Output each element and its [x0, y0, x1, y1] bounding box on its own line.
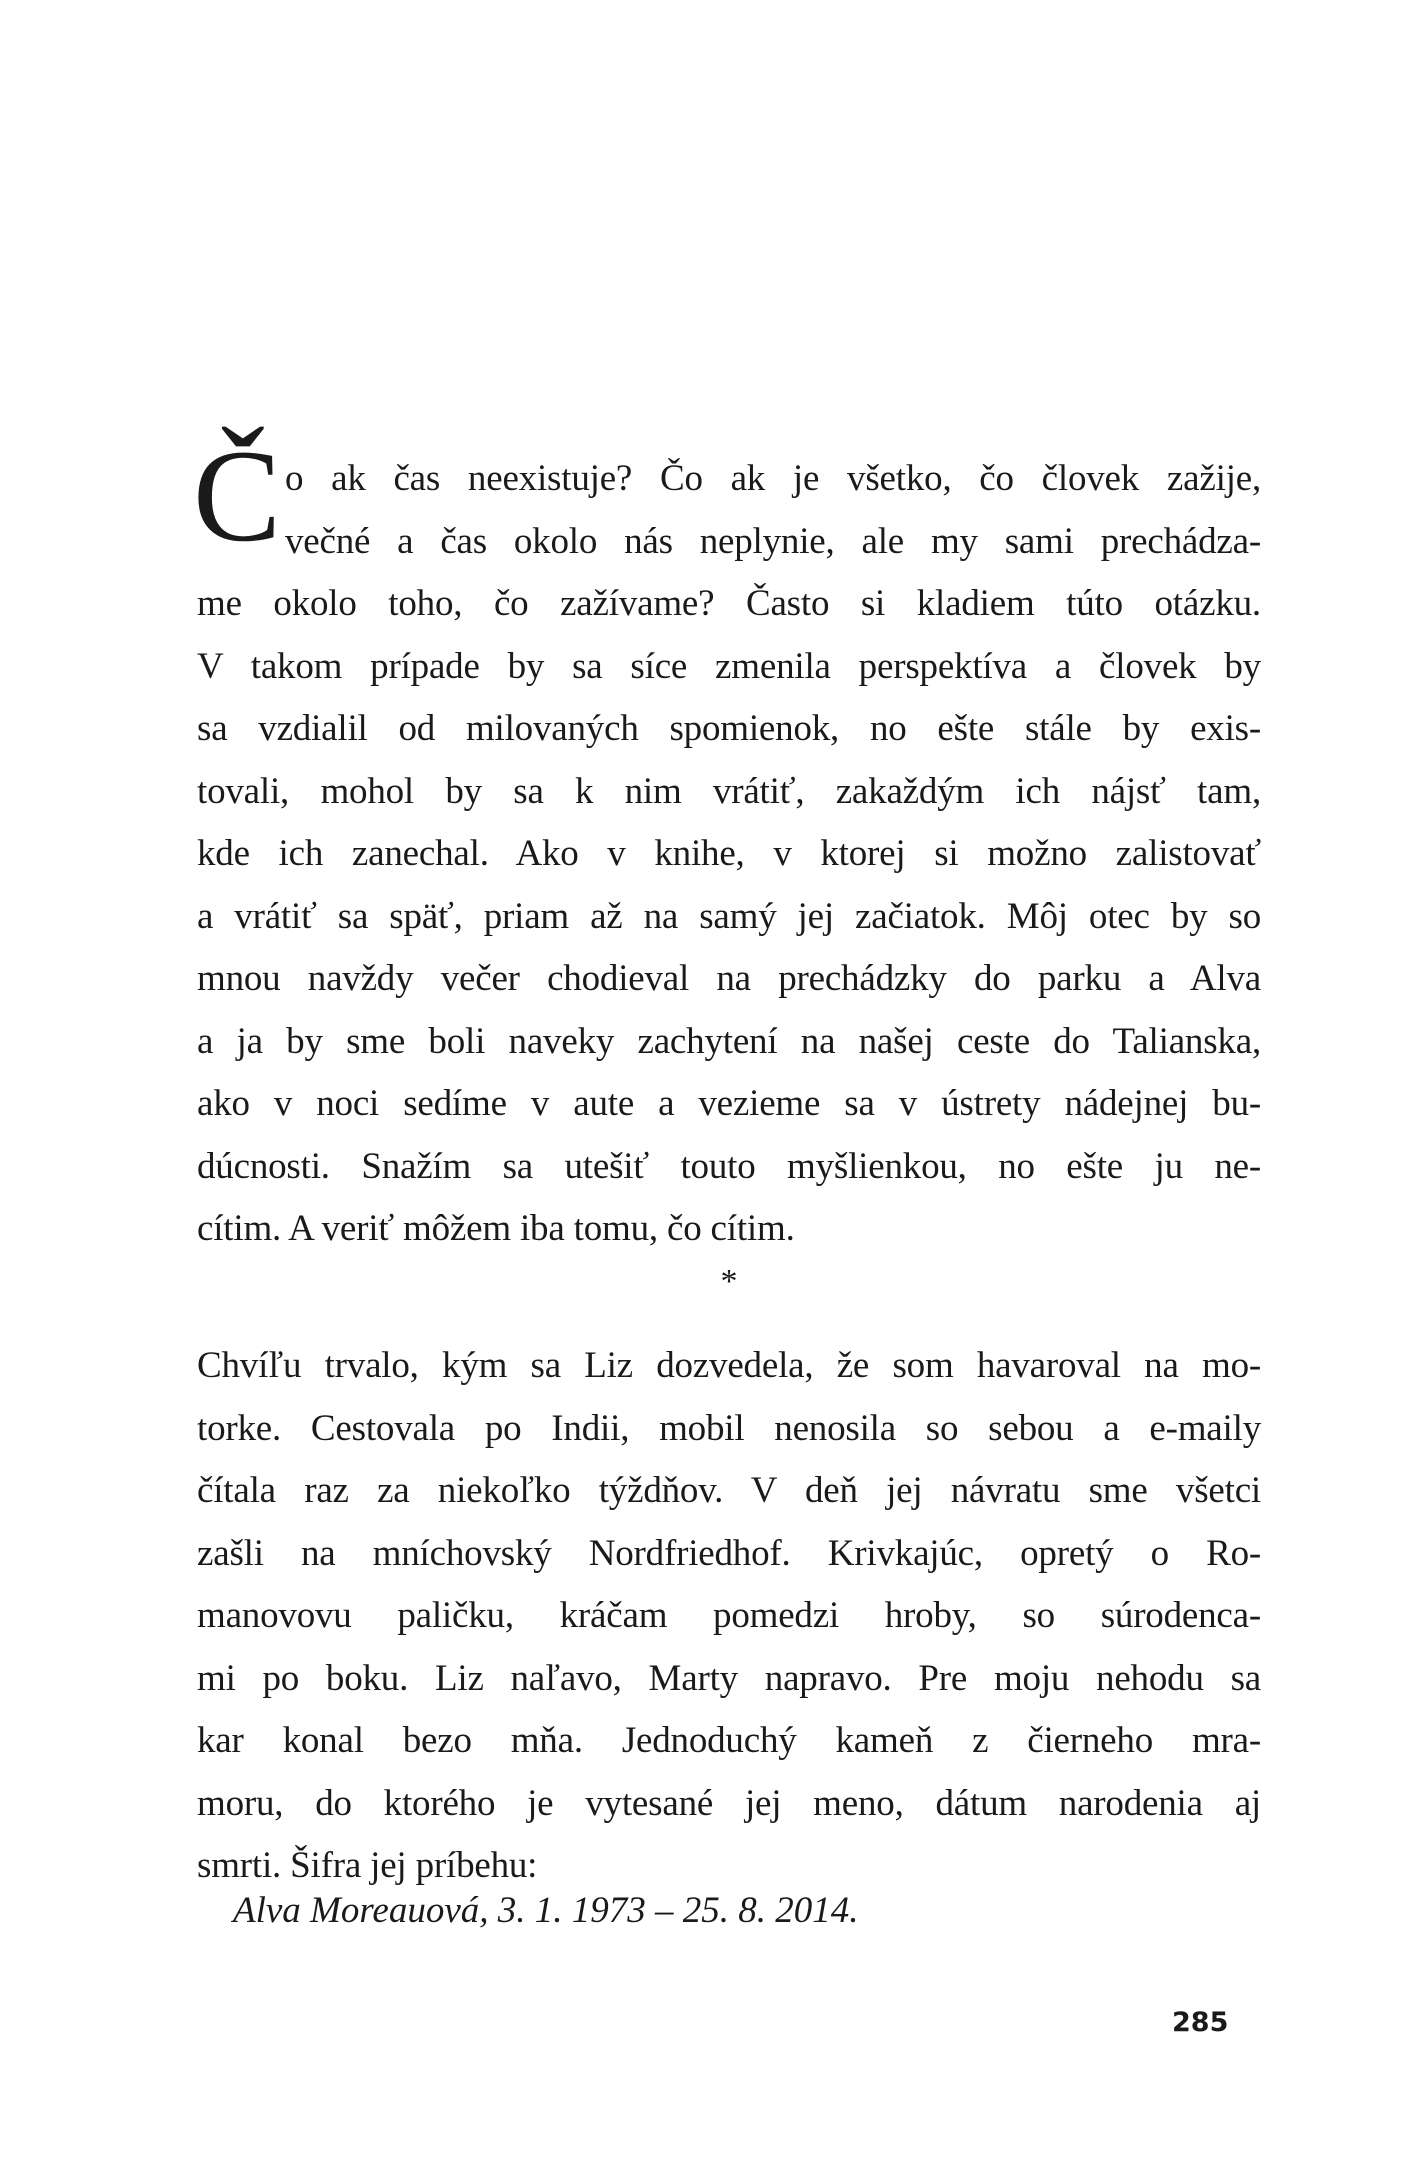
- text-line: kde ich zanechal. Ako v knihe, v ktorej si možno zalistovať: [197, 833, 1261, 874]
- paragraph-2: [197, 1335, 1261, 1898]
- text-line: smrti. Šifra jej príbehu:: [197, 1845, 538, 1886]
- text-line: zašli na mníchovský Nordfriedhof. Krivkajúc, opretý o Ro-: [197, 1532, 1261, 1574]
- section-separator: *: [720, 1263, 738, 1300]
- text-line: sa vzdialil od milovaných spomienok, no ešte stále by exis-: [197, 708, 1261, 749]
- text-line: večné a čas okolo nás neplynie, ale my sami prechádza-: [285, 520, 1261, 562]
- text-line: ako v noci sedíme v aute a vezieme sa v ústrety nádejnej bu-: [197, 1083, 1261, 1124]
- paragraph-1: [193, 422, 1261, 1261]
- text-line: kar konal bezo mňa. Jednoduchý kameň z čierneho mra-: [197, 1720, 1261, 1761]
- text-line: manovovu paličku, kráčam pomedzi hroby, so súrodenca-: [197, 1595, 1261, 1636]
- text-line: čítala raz za niekoľko týždňov. V deň jej návratu sme všetci: [197, 1470, 1261, 1511]
- page-number: 285: [1172, 2007, 1229, 2038]
- text-line: torke. Cestovala po Indii, mobil nenosila so sebou a e-maily: [197, 1407, 1261, 1449]
- text-line: mnou navždy večer chodieval na prechádzky do parku a Alva: [197, 958, 1261, 999]
- text-line: dúcnosti. Snažím sa utešiť touto myšlienkou, no ešte ju ne-: [197, 1145, 1261, 1187]
- text-line: mi po boku. Liz naľavo, Marty napravo. Pre moju nehodu sa: [197, 1657, 1261, 1699]
- text-line: o ak čas neexistuje? Čo ak je všetko, čo človek zažije,: [285, 458, 1261, 499]
- book-page: [193, 0, 1261, 2182]
- text-line: a ja by sme boli naveky zachytení na našej ceste do Talianska,: [197, 1020, 1261, 1062]
- text-line: Chvíľu trvalo, kým sa Liz dozvedela, že som havaroval na mo-: [197, 1345, 1261, 1386]
- text-line: cítim. A veriť môžem iba tomu, čo cítim.: [197, 1208, 795, 1249]
- drop-cap: Č: [193, 422, 281, 569]
- text-line: a vrátiť sa späť, priam až na samý jej začiatok. Môj otec by so: [197, 895, 1261, 937]
- text-line: V takom prípade by sa síce zmenila perspektíva a človek by: [197, 645, 1261, 687]
- text-line: tovali, mohol by sa k nim vrátiť, zakaždým ich nájsť tam,: [197, 770, 1261, 812]
- epitaph-inscription: Alva Moreauová, 3. 1. 1973 – 25. 8. 2014.: [233, 1890, 859, 1931]
- text-line: me okolo toho, čo zažívame? Často si kladiem túto otázku.: [197, 583, 1261, 624]
- text-line: moru, do ktorého je vytesané jej meno, dátum narodenia aj: [197, 1782, 1261, 1824]
